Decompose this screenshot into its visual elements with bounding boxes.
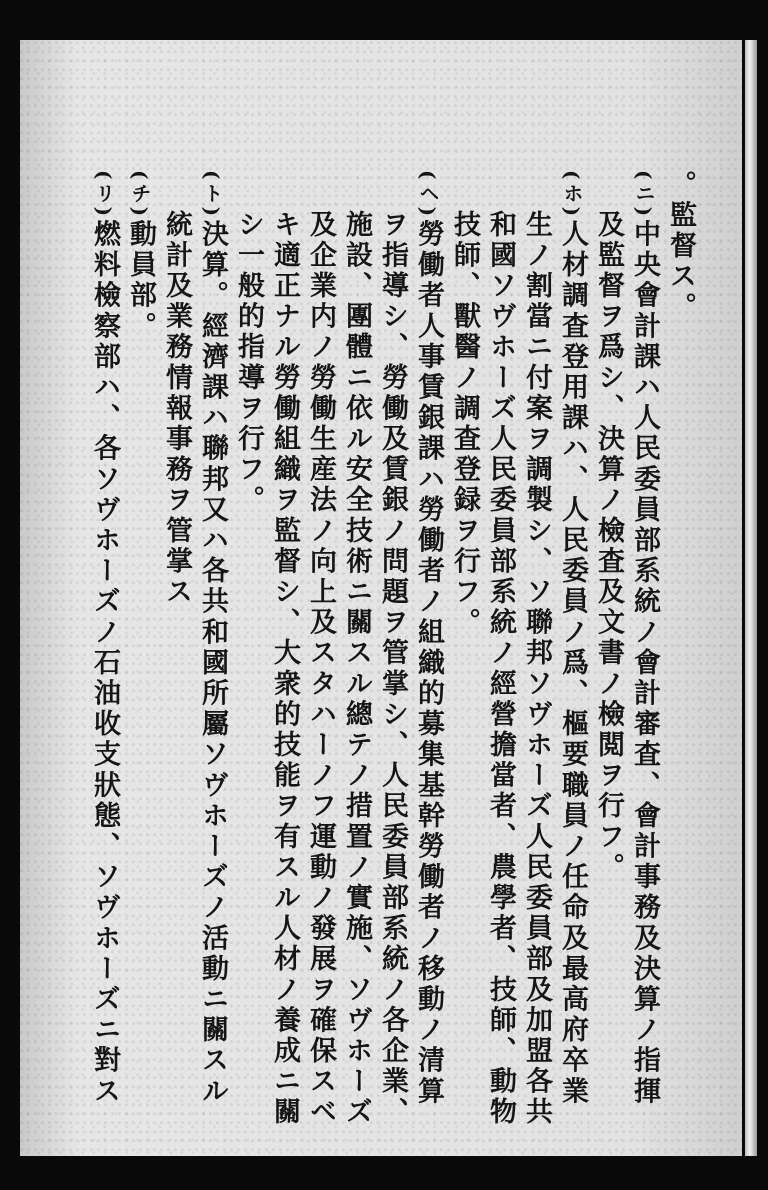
item-marker: (ニ) bbox=[632, 170, 656, 220]
text-column: 技師、獸醫ノ調査登録ヲ行フ。 bbox=[449, 210, 480, 639]
text-column: (チ)動員部。 bbox=[125, 170, 156, 343]
book-page bbox=[20, 40, 742, 1156]
item-marker: (チ) bbox=[128, 170, 152, 220]
text-column: (ヘ)勞働者人事賃銀課ハ勞働者ノ組織的募集基幹勞働者ノ移動ノ清算 bbox=[413, 170, 444, 1108]
text-column: 施設、團體ニ依ル安全技術ニ關スル總テノ措置ノ實施、ソヴホーズ bbox=[341, 210, 372, 1128]
text-column: ヲ指導シ、勞働及賃銀ノ問題ヲ管掌シ、人民委員部系統ノ各企業、 bbox=[377, 210, 408, 1128]
text-column: キ適正ナル勞働組織ヲ監督シ、大衆的技能ヲ有スル人材ノ養成ニ關 bbox=[269, 210, 300, 1128]
text-column: 及企業内ノ勞働生産法ノ向上及スタハーノフ運動ノ發展ヲ確保スベ bbox=[305, 210, 336, 1128]
book-spine bbox=[745, 40, 757, 1156]
text-column: (ト)決算。經濟課ハ聯邦又ハ各共和國所屬ソヴホーズノ活動ニ關スル bbox=[197, 170, 228, 1108]
item-marker: (ホ) bbox=[560, 170, 584, 220]
text-column: シ一般的指導ヲ行フ。 bbox=[233, 210, 264, 516]
text-column: (リ)燃料檢察部ハ、各ソヴホーズノ石油收支狀態、ソヴホーズニ對ス bbox=[89, 170, 120, 1108]
text-column: 和國ソヴホーズ人民委員部系統ノ經營擔當者、農學者、技師、動物 bbox=[485, 210, 516, 1128]
text-column: 生ノ割當ニ付案ヲ調製シ、ソ聯邦ソヴホーズ人民委員部及加盟各共 bbox=[521, 210, 552, 1128]
item-marker: (ト) bbox=[200, 170, 224, 220]
text-column: (ニ)中央會計課ハ人民委員部系統ノ會計審査、會計事務及決算ノ指揮 bbox=[629, 170, 660, 1108]
text-column: 及監督ヲ爲シ、決算ノ檢査及文書ノ檢閲ヲ行フ。 bbox=[593, 210, 624, 884]
item-marker: (リ) bbox=[92, 170, 116, 220]
item-marker: (ヘ) bbox=[416, 170, 440, 220]
text-column: 。監督ス。 bbox=[665, 170, 696, 323]
text-column: (ホ)人材調査登用課ハ、人民委員ノ爲、樞要職員ノ任命及最高府卒業 bbox=[557, 170, 588, 1108]
text-column: 統計及業務情報事務ヲ管掌ス bbox=[161, 210, 192, 608]
